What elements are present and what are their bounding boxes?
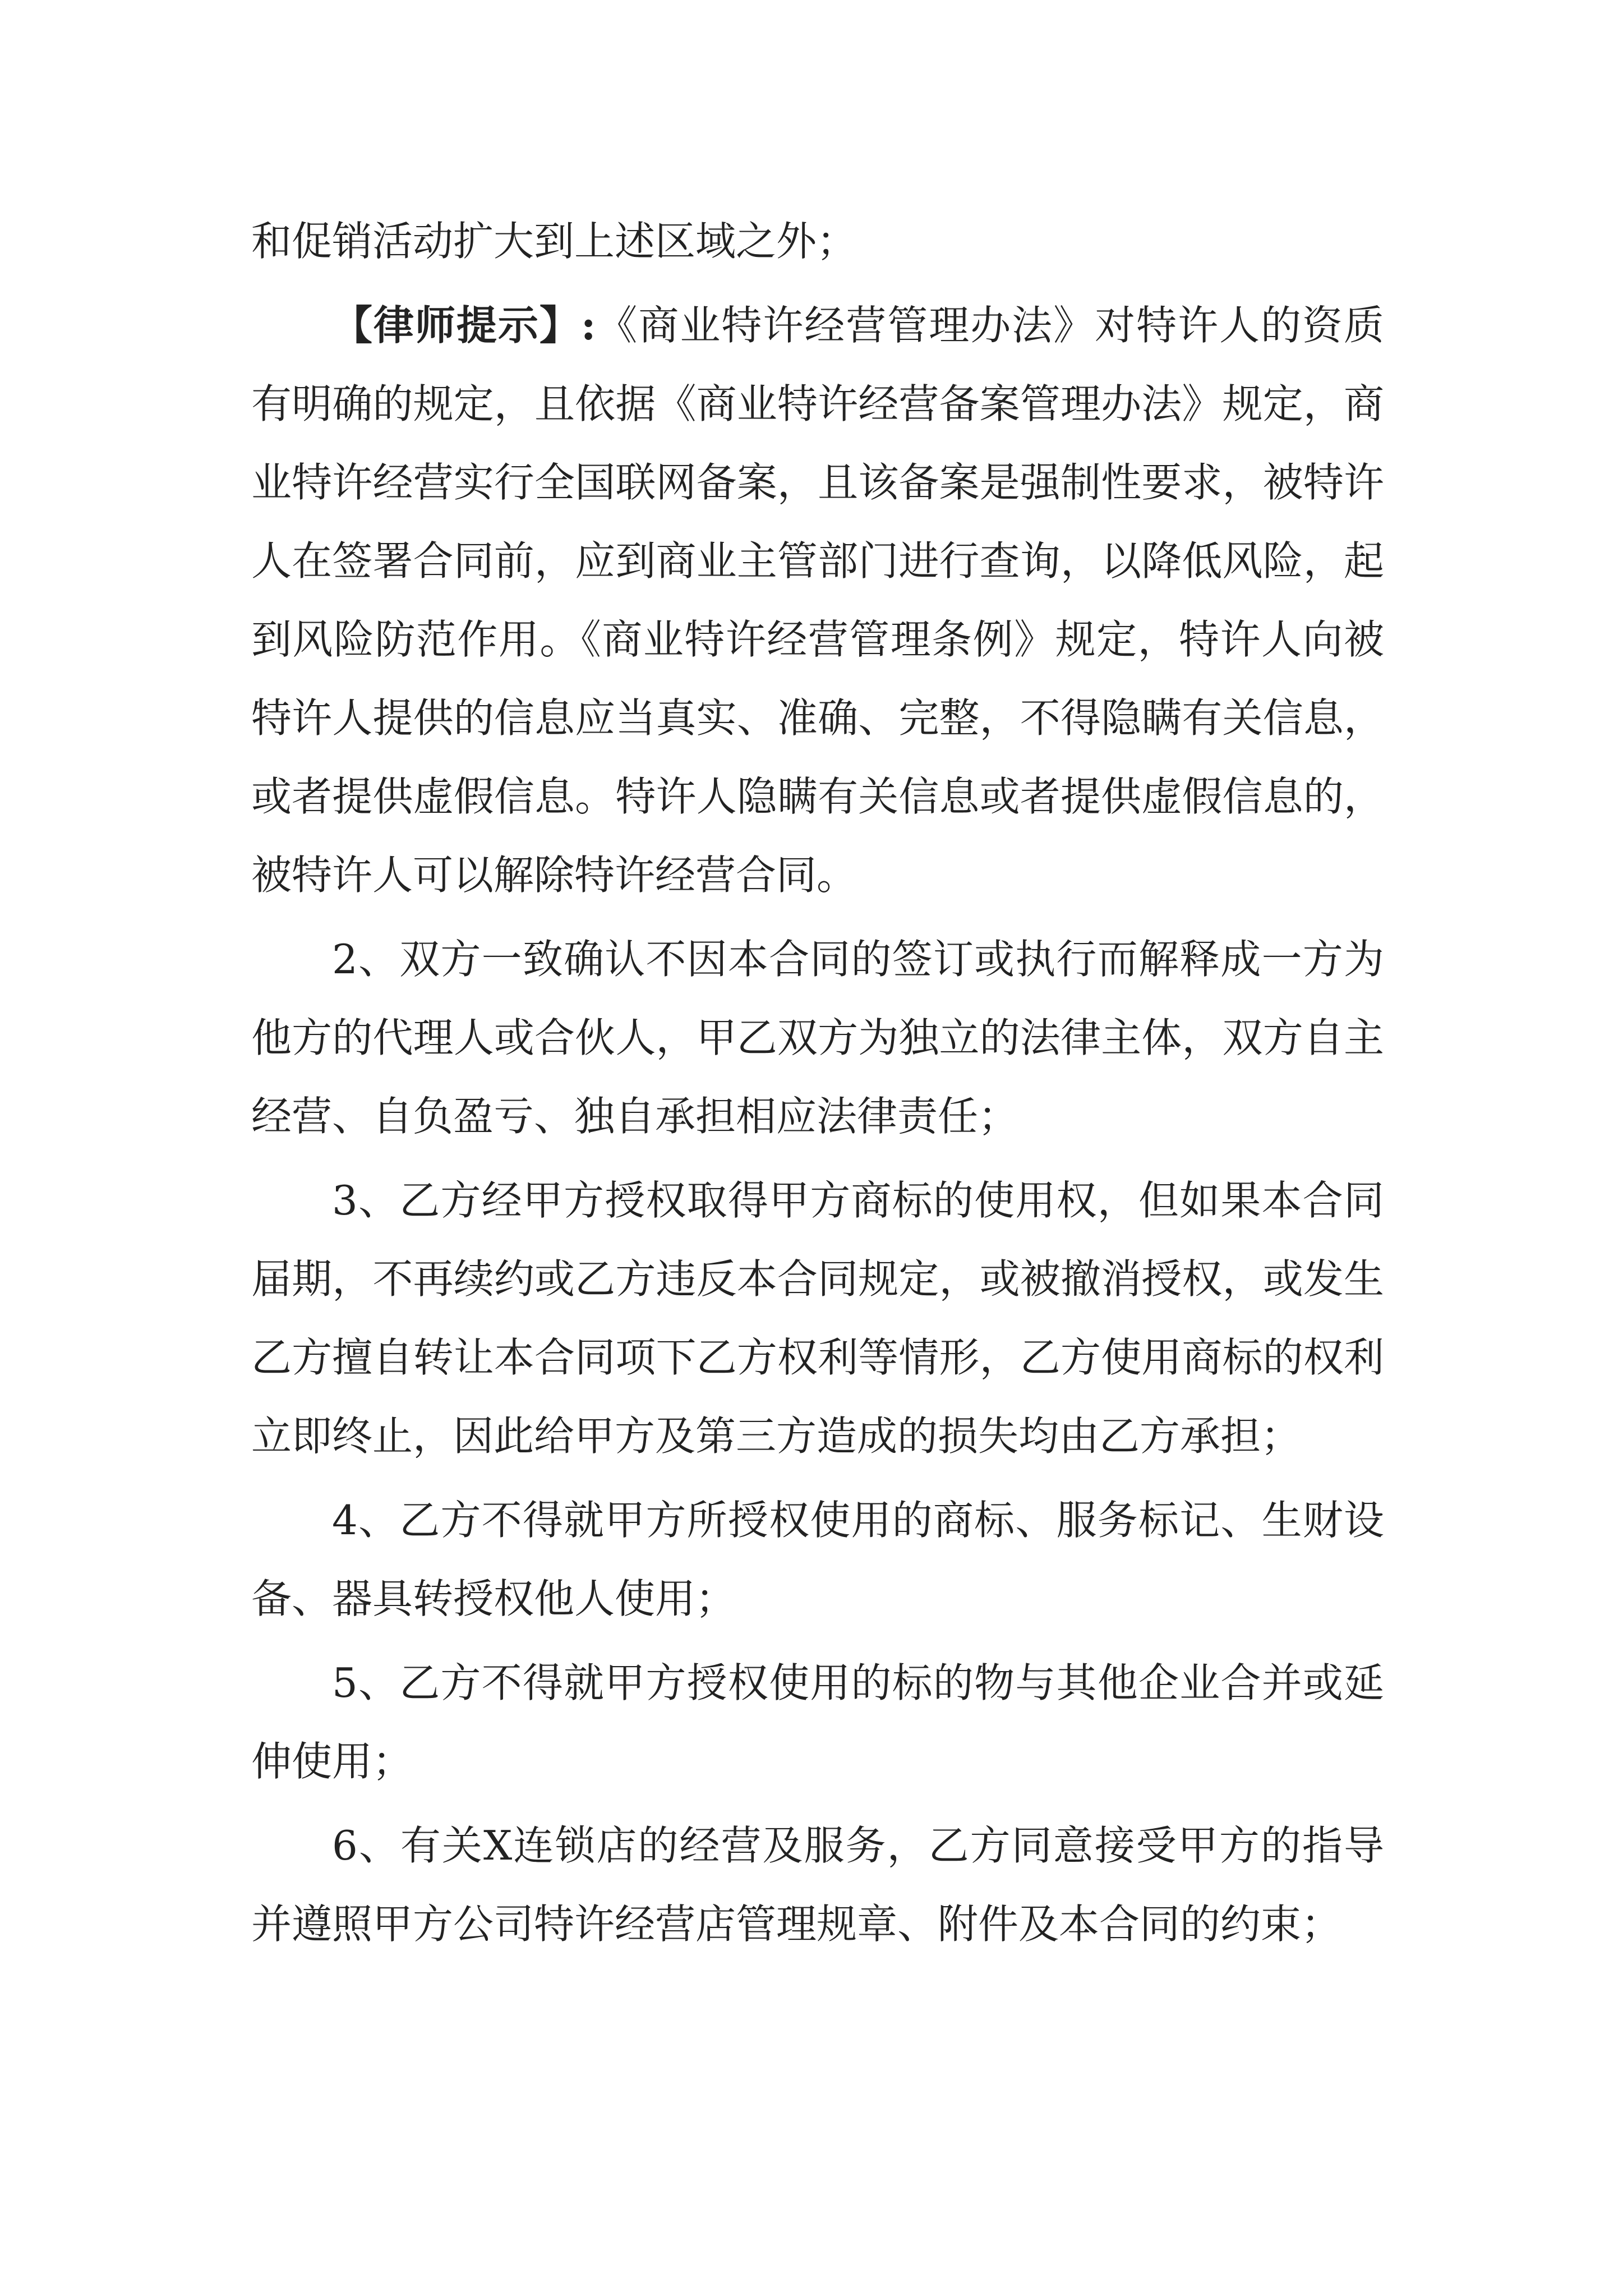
paragraph-text: 3、乙方经甲方授权取得甲方商标的使用权，但如果本合同届期，不再续约或乙方违反本合同规定，或被撤消授权，或发生乙方擅自转让本合同项下乙方权利等情形，乙方使用商标的权利立即终止，因此给甲方及第三方造成的损失均由乙方承担； [251, 1177, 1384, 1460]
paragraph-clause-2 [251, 920, 1384, 1156]
paragraph-1 [251, 202, 1384, 280]
paragraph-text: 和促销活动扩大到上述区域之外； [251, 218, 857, 265]
paragraph-clause-6 [251, 1806, 1384, 1963]
paragraph-clause-5 [251, 1644, 1384, 1801]
paragraph-clause-3 [251, 1161, 1384, 1475]
paragraph-text: 6、有关X连锁店的经营及服务，乙方同意接受甲方的指导并遵照甲方公司特许经营店管理规章、附件及本合同的约束； [251, 1822, 1384, 1948]
paragraph-text: 《商业特许经营管理办法》对特许人的资质有明确的规定，且依据《商业特许经营备案管理办法》规定，商业特许经营实行全国联网备案，且该备案是强制性要求，被特许人在签署合同前，应到商业主管部门进行查询，以降低风险，起到风险防范作用。《商业特许经营管理条例》规定，特许人向被特许人提供的信息应当真实、准确、完整，不得隐瞒有关信息，或者提供虚假信息。特许人隐瞒有关信息或者提供虚假信息的，被特许人可以解除特许经营合同。 [251, 302, 1384, 899]
document-body [251, 202, 1384, 1963]
paragraph-text: 2、双方一致确认不因本合同的签订或执行而解释成一方为他方的代理人或合伙人，甲乙双方为独立的法律主体，双方自主经营、自负盈亏、独自承担相应法律责任； [251, 936, 1384, 1140]
paragraph-clause-4 [251, 1481, 1384, 1638]
lawyer-tip-label: 【律师提示】: [332, 301, 596, 349]
paragraph-lawyer-tip [251, 286, 1384, 914]
paragraph-text: 4、乙方不得就甲方所授权使用的商标、服务标记、生财设备、器具转授权他人使用； [251, 1497, 1384, 1622]
paragraph-text: 5、乙方不得就甲方授权使用的标的物与其他企业合并或延伸使用； [251, 1659, 1384, 1785]
